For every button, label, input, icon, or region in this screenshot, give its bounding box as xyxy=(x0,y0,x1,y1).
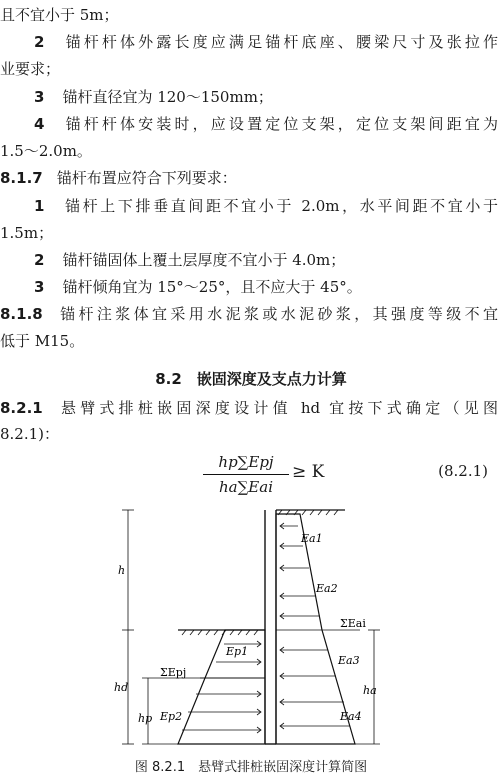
label-sum-ea: ΣEai xyxy=(340,617,366,630)
label-hp: hp xyxy=(138,712,153,725)
formula-numerator: hp∑Epj xyxy=(203,450,289,475)
text-line-2: 2 锚杆杆体外露长度应满足锚杆底座、腰梁尺寸及张拉作 xyxy=(34,33,498,51)
formula-fraction xyxy=(203,450,289,499)
text-line-3: 业要求； xyxy=(0,60,61,78)
label-h: h xyxy=(118,564,126,577)
ground-hatch-excavation xyxy=(182,630,258,635)
formula-denominator: ha∑Eai xyxy=(218,478,273,496)
label-ep1: Ep1 xyxy=(226,645,249,658)
text-line-15: 8.2.1)： xyxy=(0,425,60,443)
clause-8-1-7: 8.1.7 锚杆布置应符合下列要求： xyxy=(0,169,237,187)
text-line-9: 1.5m； xyxy=(0,224,54,242)
text-line-11: 3 锚杆倾角宜为 15°～25°，且不应大于 45°。 xyxy=(34,278,362,296)
text-line-13: 低于 M15。 xyxy=(0,332,85,350)
section-heading: 8.2 嵌固深度及支点力计算 xyxy=(155,370,347,388)
clause-8-2-1: 8.2.1 悬臂式排桩嵌固深度设计值 hd 宜按下式确定（见图 xyxy=(0,399,498,417)
text-line-10: 2 锚杆锚固体上覆土层厚度不宜小于 4.0m； xyxy=(34,251,346,269)
label-ea4: Ea4 xyxy=(340,710,362,723)
text-line-6: 1.5～2.0m。 xyxy=(0,142,92,160)
dimension-lines-left xyxy=(122,510,200,744)
figure-8-2-1 xyxy=(0,506,502,756)
label-ea3: Ea3 xyxy=(338,654,360,667)
text-line-1: 且不宜小于 5m； xyxy=(0,6,119,24)
passive-pressure-diagram xyxy=(178,630,265,744)
label-ep2: Ep2 xyxy=(160,710,183,723)
text-line-8: 1 锚杆上下排垂直间距不宜小于 2.0m，水平间距不宜小于 xyxy=(34,197,498,215)
formula-relation: ≥ K xyxy=(292,462,325,482)
label-sum-ep: ΣEpj xyxy=(160,666,187,679)
text-line-5: 4 锚杆杆体安装时，应设置定位支架，定位支架间距宜为 xyxy=(34,115,498,133)
label-ha: ha xyxy=(363,684,377,697)
label-ea2: Ea2 xyxy=(316,582,338,595)
label-hd: hd xyxy=(114,681,129,694)
clause-8-1-8: 8.1.8 锚杆注浆体宜采用水泥浆或水泥砂浆，其强度等级不宜 xyxy=(0,305,498,323)
figure-caption: 图 8.2.1 悬臂式排桩嵌固深度计算简图 xyxy=(134,760,368,775)
formula-8-2-1 xyxy=(0,448,502,510)
passive-pressure-arrows xyxy=(182,641,261,733)
text-line-4: 3 锚杆直径宜为 120～150mm； xyxy=(34,88,273,106)
label-ea1: Ea1 xyxy=(301,532,323,545)
equation-number: (8.2.1) xyxy=(438,462,488,480)
